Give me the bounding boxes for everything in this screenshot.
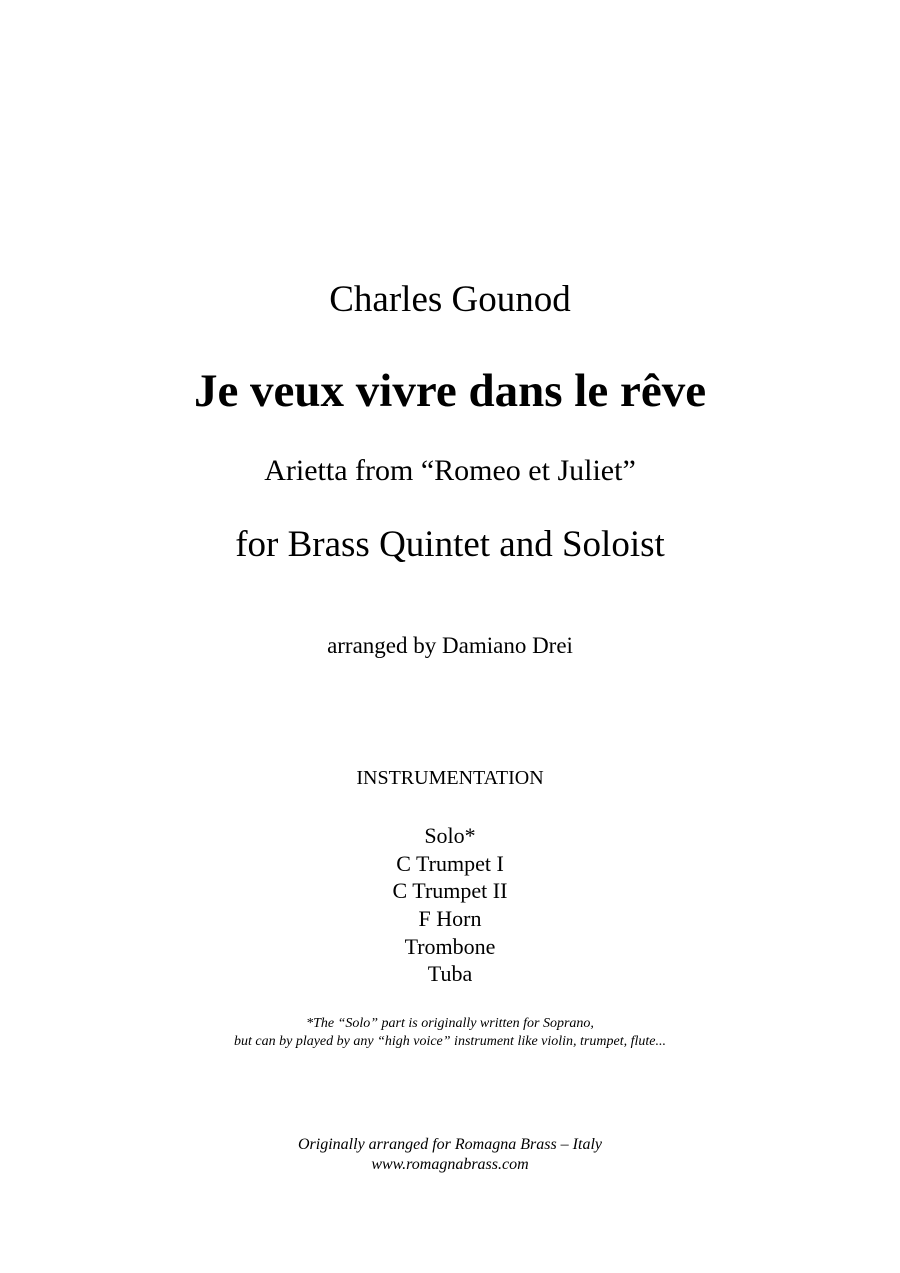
arranger-credit: arranged by Damiano Drei — [327, 633, 573, 658]
footnote-line-2: but can by played by any “high voice” instrument like violin, trumpet, flute... — [234, 1034, 666, 1049]
website-url: www.romagnabrass.com — [371, 1156, 529, 1173]
scoring-line: for Brass Quintet and Soloist — [235, 524, 665, 565]
instrument-item: F Horn — [418, 906, 482, 932]
instrument-item: Tuba — [427, 961, 473, 987]
page-title: Je veux vivre dans le rêve — [193, 365, 707, 417]
subtitle: Arietta from “Romeo et Juliet” — [264, 454, 636, 487]
footnote-line-1: *The “Solo” part is originally written for Soprano, — [306, 1016, 594, 1031]
instrumentation-list — [0, 822, 900, 988]
instrument-item: C Trumpet II — [392, 878, 508, 904]
instrument-item: Solo* — [424, 823, 476, 848]
original-arrangement-credit: Originally arranged for Romagna Brass – Italy — [298, 1136, 602, 1153]
composer-name: Charles Gounod — [329, 279, 571, 320]
instrument-item: C Trumpet I — [396, 850, 504, 876]
instrument-item: Trombone — [404, 933, 496, 959]
instrumentation-heading: INSTRUMENTATION — [356, 767, 544, 789]
